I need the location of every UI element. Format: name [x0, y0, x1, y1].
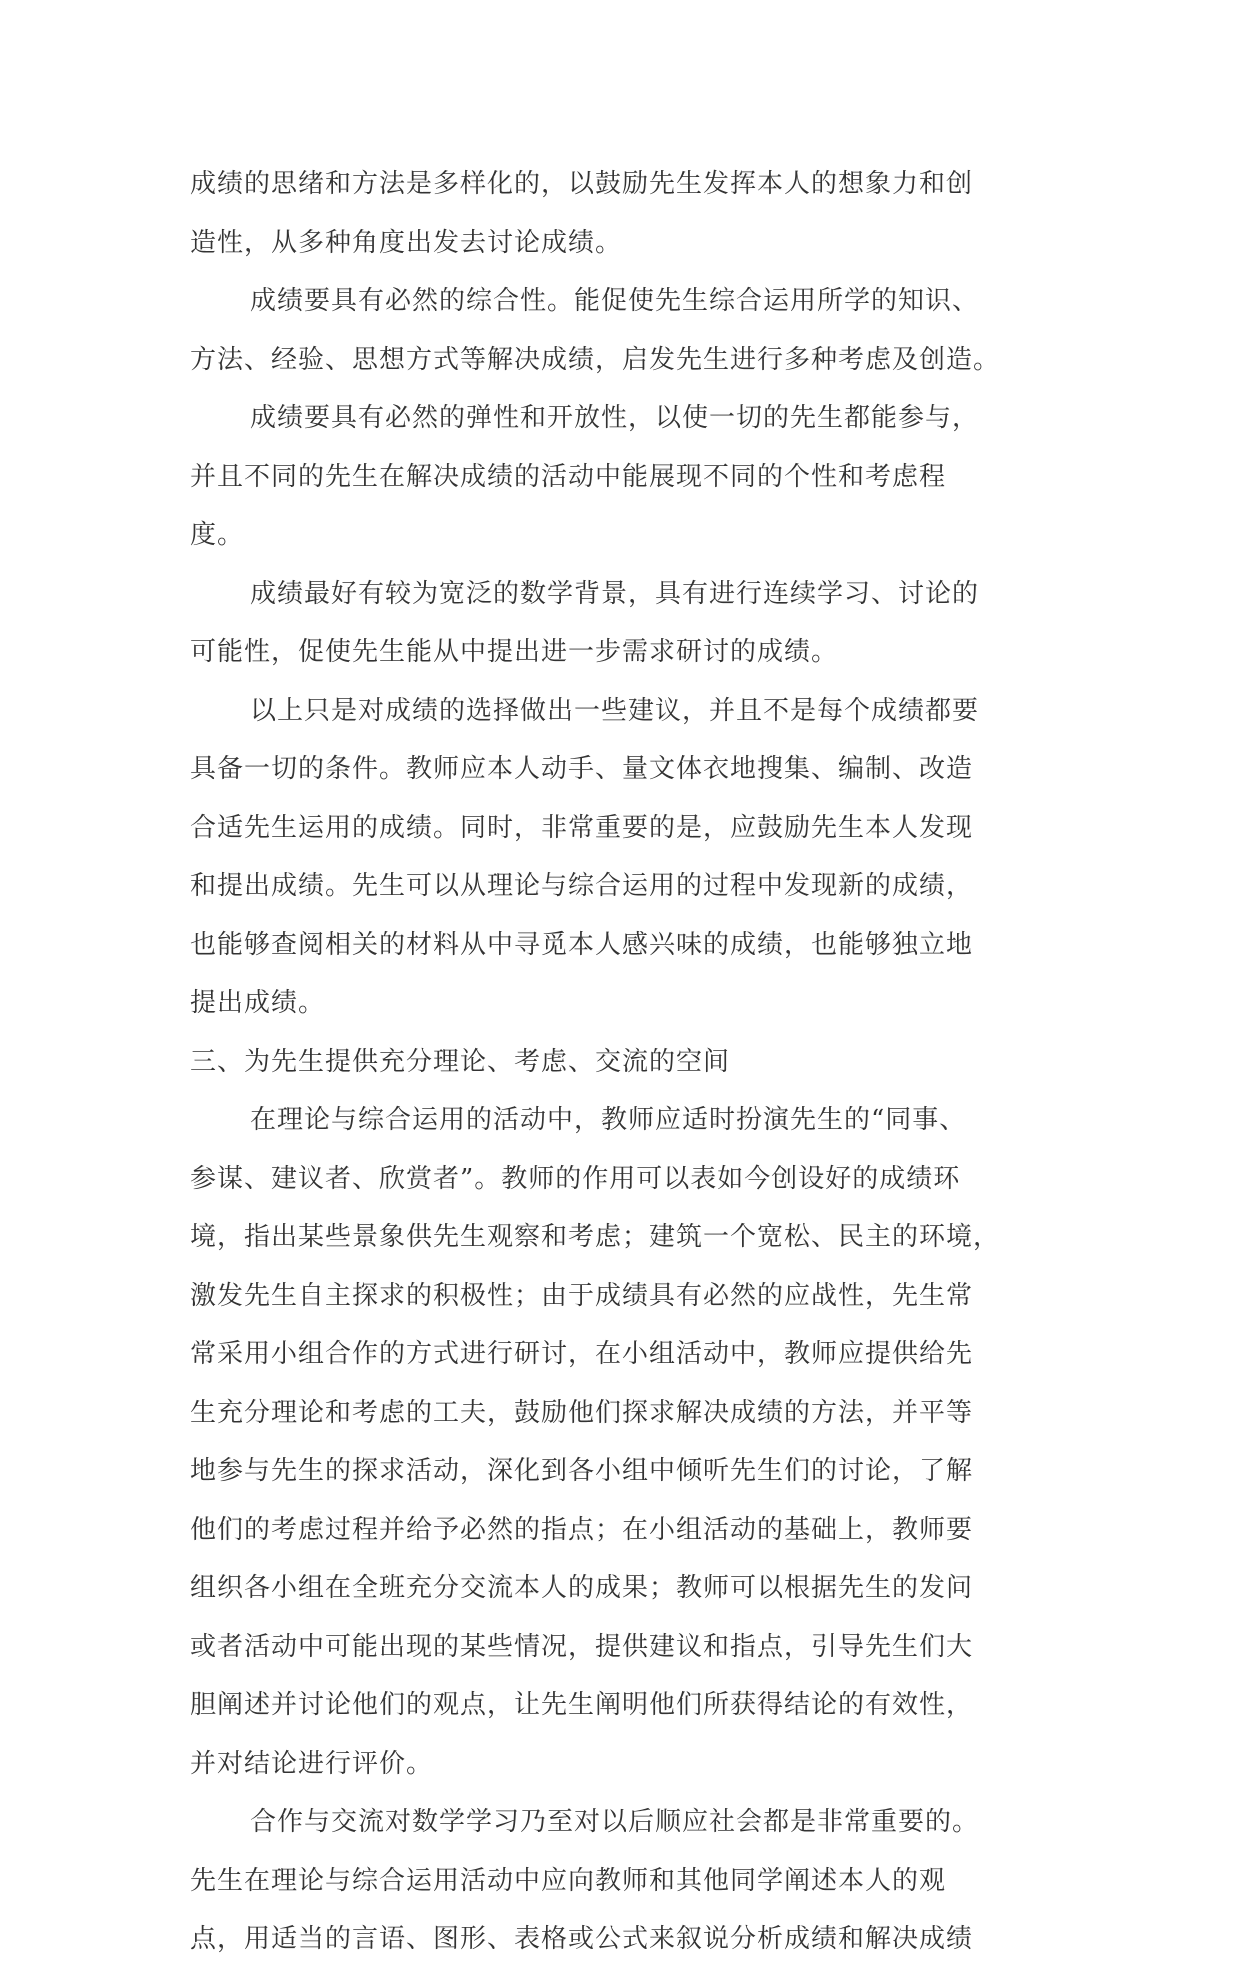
- text-line: 合适先生运用的成绩。同时，非常重要的是，应鼓励先生本人发现: [190, 812, 974, 843]
- text-line: 造性，从多种角度出发去讨论成绩。: [190, 227, 623, 258]
- text-line: 和提出成绩。先生可以从理论与综合运用的过程中发现新的成绩，: [190, 871, 974, 901]
- text-line: 合作与交流对数学学习乃至对以后顺应社会都是非常重要的。: [250, 1807, 980, 1837]
- text-line: 激发先生自主探求的积极性；由于成绩具有必然的应战性，先生常: [190, 1280, 974, 1311]
- text-line: 点，用适当的言语、图形、表格或公式来叙说分析成绩和解决成绩: [190, 1924, 974, 1954]
- document-body: [190, 155, 1050, 1969]
- text-line: 常采用小组合作的方式进行研讨，在小组活动中，教师应提供给先: [190, 1339, 974, 1369]
- text-line: 在理论与综合运用的活动中，教师应适时扮演先生的“同事、: [250, 1105, 967, 1135]
- text-line: 方法、经验、思想方式等解决成绩，启发先生进行多种考虑及创造。: [190, 344, 1001, 375]
- text-line: 以上只是对成绩的选择做出一些建议，并且不是每个成绩都要: [250, 695, 980, 726]
- text-line: 具备一切的条件。教师应本人动手、量文体衣地搜集、编制、改造: [190, 754, 974, 784]
- text-line: 参谋、建议者、欣赏者”。教师的作用可以表如今创设好的成绩环: [190, 1163, 961, 1194]
- text-line: 地参与先生的探求活动，深化到各小组中倾听先生们的讨论，了解: [190, 1456, 974, 1486]
- text-line: 生充分理论和考虑的工夫，鼓励他们探求解决成绩的方法，并平等: [190, 1397, 974, 1428]
- section-heading: 三、为先生提供充分理论、考虑、交流的空间: [190, 1046, 731, 1077]
- text-line: 组织各小组在全班充分交流本人的成果；教师可以根据先生的发问: [190, 1573, 974, 1603]
- text-line: 度。: [190, 520, 245, 550]
- text-line: 胆阐述并讨论他们的观点，让先生阐明他们所获得结论的有效性，: [190, 1690, 974, 1720]
- text-line: 成绩要具有必然的综合性。能促使先生综合运用所学的知识、: [250, 286, 980, 316]
- text-line: 或者活动中可能出现的某些情况，提供建议和指点，引导先生们大: [190, 1631, 974, 1662]
- text-line: 成绩最好有较为宽泛的数学背景，具有进行连续学习、讨论的: [250, 578, 980, 609]
- text-line: 境，指出某些景象供先生观察和考虑；建筑一个宽松、民主的环境，: [190, 1222, 1001, 1252]
- text-line: 成绩的思绪和方法是多样化的，以鼓励先生发挥本人的想象力和创: [190, 169, 974, 199]
- text-line: 并对结论进行评价。: [190, 1748, 434, 1779]
- text-line: 先生在理论与综合运用活动中应向教师和其他同学阐述本人的观: [190, 1865, 947, 1896]
- text-line: 也能够查阅相关的材料从中寻觅本人感兴味的成绩，也能够独立地: [190, 929, 974, 960]
- text-line: 并且不同的先生在解决成绩的活动中能展现不同的个性和考虑程: [190, 461, 947, 492]
- text-line: 提出成绩。: [190, 988, 326, 1018]
- text-line: 成绩要具有必然的弹性和开放性，以使一切的先生都能参与，: [250, 403, 980, 433]
- text-line: 可能性，促使先生能从中提出进一步需求研讨的成绩。: [190, 637, 839, 667]
- text-line: 他们的考虑过程并给予必然的指点；在小组活动的基础上，教师要: [190, 1514, 974, 1545]
